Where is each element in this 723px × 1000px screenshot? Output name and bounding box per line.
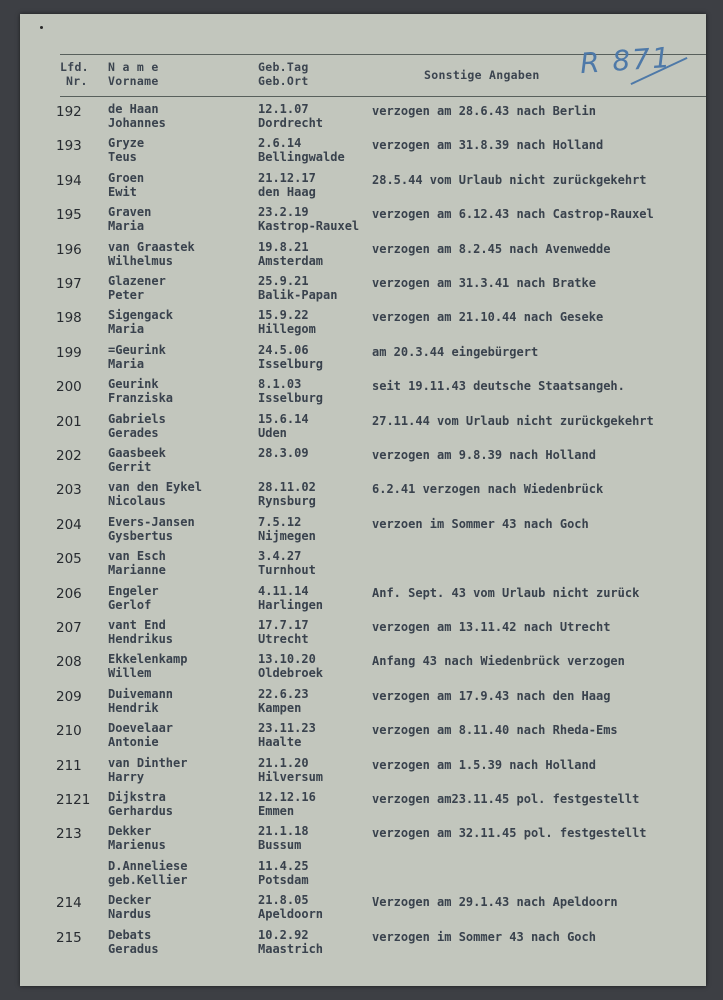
- entry-surname: D.Anneliese: [108, 858, 188, 873]
- entry-number: 206: [56, 585, 82, 602]
- entry-birth-place: Bellingwalde: [258, 150, 345, 165]
- entry-remark: verzogen am 1.5.39 nach Holland: [372, 757, 596, 772]
- entry-given-name: Nardus: [108, 907, 152, 922]
- entry-birth-place: Hillegom: [258, 322, 316, 337]
- entry-given-name: Marienus: [108, 838, 166, 853]
- entry-remark: Anf. Sept. 43 vom Urlaub nicht zurück: [372, 585, 640, 600]
- entry-birth-date: 28.11.02: [258, 480, 316, 495]
- entry-number: 214: [56, 895, 82, 912]
- entry-given-name: Maria: [108, 322, 145, 337]
- entry-given-name: Wilhelmus: [108, 253, 174, 268]
- entry-given-name: Teus: [108, 150, 137, 165]
- entry-number: 202: [56, 448, 82, 464]
- entry-birth-place: Isselburg: [258, 391, 324, 406]
- entry-birth-date: 24.5.06: [258, 342, 309, 357]
- entry-remark: verzogen am23.11.45 pol. festgestellt: [372, 792, 640, 806]
- entry-birth-date: 13.10.20: [258, 652, 316, 667]
- entry-birth-place: Oldebroek: [258, 666, 324, 681]
- header-birth-place-label: Geb.Ort: [258, 74, 309, 88]
- entry-number: 209: [56, 688, 82, 705]
- entry-given-name: Willem: [108, 666, 152, 681]
- table-row: [20, 756, 706, 790]
- entry-remark: verzogen am 6.12.43 nach Castrop-Rauxel: [372, 207, 654, 222]
- entry-given-name: Hendrik: [108, 700, 159, 715]
- entry-surname: de Haan: [108, 102, 159, 116]
- entry-birth-date: 12.12.16: [258, 790, 316, 804]
- entry-birth-place: Kastrop-Rauxel: [258, 219, 360, 234]
- table-row: [20, 893, 706, 927]
- entry-birth-date: 8.1.03: [258, 377, 302, 392]
- entry-surname: van Dinther: [108, 755, 188, 770]
- table-row: [20, 480, 706, 514]
- table-row: [20, 790, 706, 824]
- entry-surname: Groen: [108, 170, 145, 185]
- entry-birth-place: Haalte: [258, 735, 302, 750]
- entry-birth-date: 22.6.23: [258, 686, 309, 701]
- table-row: [20, 274, 706, 308]
- entry-birth-place: Kampen: [258, 700, 302, 715]
- entry-number: 2121: [56, 792, 91, 808]
- entry-number: 203: [56, 482, 82, 499]
- entry-number: 199: [56, 344, 82, 361]
- entry-surname: Evers-Jansen: [108, 514, 195, 529]
- table-row: [20, 824, 706, 858]
- entry-birth-date: 19.8.21: [258, 239, 309, 254]
- entry-given-name: Johannes: [108, 116, 166, 130]
- entry-surname: van Graastek: [108, 239, 195, 254]
- entry-birth-place: Isselburg: [258, 356, 324, 371]
- entry-number: 201: [56, 413, 82, 430]
- entry-birth-date: 28.3.09: [258, 446, 309, 460]
- entry-birth-date: 21.12.17: [258, 170, 316, 185]
- entry-birth-place: Dordrecht: [258, 116, 324, 130]
- entry-birth-place: Balik-Papan: [258, 288, 338, 302]
- entry-number: 193: [56, 138, 82, 155]
- entry-surname: Dekker: [108, 824, 152, 839]
- entry-birth-place: Apeldoorn: [258, 907, 324, 922]
- table-row: [20, 102, 706, 136]
- entry-given-name: Gerhardus: [108, 804, 174, 818]
- entry-given-name: geb.Kellier: [108, 872, 188, 887]
- entry-number: 213: [56, 826, 82, 843]
- entry-given-name: Gerrit: [108, 460, 152, 474]
- entry-surname: Debats: [108, 927, 152, 942]
- entry-birth-date: 15.6.14: [258, 411, 309, 426]
- entry-given-name: Gysbertus: [108, 528, 174, 543]
- header-birth-date-label: Geb.Tag: [258, 60, 309, 74]
- table-row: [20, 687, 706, 721]
- entry-birth-place: Maastrich: [258, 941, 324, 956]
- entry-remark: verzogen am 31.3.41 nach Bratke: [372, 276, 596, 290]
- entry-number: 198: [56, 310, 82, 327]
- entry-number: 204: [56, 516, 82, 533]
- entry-remark: Anfang 43 nach Wiedenbrück verzogen: [372, 654, 625, 669]
- entry-birth-place: Harlingen: [258, 597, 324, 612]
- entry-remark: verzogen am 31.8.39 nach Holland: [372, 138, 604, 153]
- entry-number: 210: [56, 723, 82, 740]
- entry-remark: am 20.3.44 eingebürgert: [372, 344, 539, 359]
- entry-surname: Graven: [108, 205, 152, 220]
- entry-surname: Geurink: [108, 377, 159, 392]
- table-row: [20, 446, 706, 480]
- entry-birth-place: Rynsburg: [258, 494, 316, 509]
- table-row: [20, 240, 706, 274]
- entry-remark: verzogen am 8.11.40 nach Rheda-Ems: [372, 723, 618, 738]
- entry-number: 205: [56, 551, 82, 568]
- table-row: [20, 928, 706, 962]
- entry-birth-date: 23.11.23: [258, 721, 316, 736]
- entry-number: 196: [56, 241, 82, 258]
- entry-surname: Duivemann: [108, 686, 174, 701]
- entry-birth-date: 21.8.05: [258, 893, 309, 908]
- entry-surname: Decker: [108, 893, 152, 908]
- entry-birth-date: 25.9.21: [258, 274, 309, 288]
- entry-birth-date: 11.4.25: [258, 858, 309, 873]
- entry-surname: van Esch: [108, 549, 166, 564]
- entry-number: 192: [56, 104, 82, 120]
- entry-surname: Sigengack: [108, 308, 174, 323]
- entry-remark: verzogen am 28.6.43 nach Berlin: [372, 104, 596, 118]
- table-row: [20, 308, 706, 342]
- table-row: [20, 377, 706, 411]
- entry-birth-date: 3.4.27: [258, 549, 302, 564]
- entry-remark: 6.2.41 verzogen nach Wiedenbrück: [372, 482, 604, 497]
- header-given-name-label: Vorname: [108, 74, 159, 88]
- entry-given-name: Antonie: [108, 735, 159, 750]
- register-page: [20, 14, 706, 986]
- table-row: [20, 171, 706, 205]
- entry-birth-date: 15.9.22: [258, 308, 309, 323]
- entry-birth-date: 23.2.19: [258, 205, 309, 220]
- table-row: [20, 859, 706, 893]
- table-row: [20, 652, 706, 686]
- entry-remark: verzogen am 8.2.45 nach Avenwedde: [372, 241, 611, 256]
- entry-birth-date: 7.5.12: [258, 514, 302, 529]
- entry-surname: Gaasbeek: [108, 446, 166, 460]
- entry-remark: verzogen am 21.10.44 nach Geseke: [372, 310, 604, 325]
- entry-given-name: Nicolaus: [108, 494, 166, 509]
- entry-remark: seit 19.11.43 deutsche Staatsangeh.: [372, 379, 625, 394]
- header-notes-label: Sonstige Angaben: [424, 68, 540, 82]
- table-row: [20, 618, 706, 652]
- entry-remark: verzogen am 17.9.43 nach den Haag: [372, 688, 611, 703]
- entry-number: 207: [56, 620, 82, 636]
- entry-number: 195: [56, 207, 82, 224]
- entry-birth-date: 17.7.17: [258, 618, 309, 632]
- entry-surname: Glazener: [108, 274, 166, 288]
- table-row: [20, 515, 706, 549]
- entry-birth-place: Turnhout: [258, 563, 316, 578]
- header-bottom-rule: [60, 96, 706, 97]
- entry-birth-place: Potsdam: [258, 872, 309, 887]
- entry-number: 197: [56, 276, 82, 292]
- entry-given-name: Maria: [108, 356, 145, 371]
- page-speck: [40, 26, 43, 29]
- entry-birth-place: Bussum: [258, 838, 302, 853]
- entry-given-name: Maria: [108, 219, 145, 234]
- entry-surname: Gabriels: [108, 411, 166, 426]
- entry-number: 194: [56, 172, 82, 189]
- entry-surname: =Geurink: [108, 342, 166, 357]
- entry-birth-date: 12.1.07: [258, 102, 309, 116]
- entry-given-name: Marianne: [108, 563, 166, 578]
- entry-remark: Verzogen am 29.1.43 nach Apeldoorn: [372, 895, 618, 910]
- entry-remark: 27.11.44 vom Urlaub nicht zurückgekehrt: [372, 413, 654, 428]
- entry-remark: verzoen im Sommer 43 nach Goch: [372, 516, 589, 531]
- entry-surname: Dijkstra: [108, 790, 166, 804]
- entry-number: 208: [56, 654, 82, 671]
- entry-birth-place: Nijmegen: [258, 528, 316, 543]
- entry-surname: vant End: [108, 618, 166, 632]
- entry-given-name: Gerlof: [108, 597, 152, 612]
- table-row: [20, 412, 706, 446]
- entry-given-name: Geradus: [108, 941, 159, 956]
- table-row: [20, 549, 706, 583]
- table-row: [20, 205, 706, 239]
- table-row: [20, 721, 706, 755]
- entry-surname: Gryze: [108, 136, 145, 151]
- entry-birth-place: Uden: [258, 425, 287, 440]
- entry-birth-date: 21.1.18: [258, 824, 309, 839]
- header-surname-label: N a m e: [108, 60, 159, 74]
- entry-birth-date: 21.1.20: [258, 755, 309, 770]
- entry-surname: Engeler: [108, 583, 159, 598]
- table-row: [20, 343, 706, 377]
- entry-surname: Ekkelenkamp: [108, 652, 188, 667]
- entry-given-name: Hendrikus: [108, 632, 174, 646]
- entry-surname: van den Eykel: [108, 480, 202, 495]
- entry-number: 200: [56, 379, 82, 396]
- entry-birth-place: Emmen: [258, 804, 295, 818]
- entry-birth-date: 4.11.14: [258, 583, 309, 598]
- entry-birth-place: Hilversum: [258, 769, 324, 784]
- header-no-sub-label: Nr.: [66, 74, 88, 88]
- entry-remark: verzogen im Sommer 43 nach Goch: [372, 929, 596, 944]
- entry-number: 211: [56, 757, 82, 774]
- table-row: [20, 136, 706, 170]
- entry-remark: verzogen am 13.11.42 nach Utrecht: [372, 620, 611, 634]
- entry-given-name: Harry: [108, 769, 145, 784]
- archive-reference-note: R 871: [578, 40, 673, 81]
- entry-given-name: Gerades: [108, 425, 159, 440]
- entry-given-name: Peter: [108, 288, 145, 302]
- entry-birth-place: Amsterdam: [258, 253, 324, 268]
- entry-birth-place: den Haag: [258, 184, 316, 199]
- entry-given-name: Ewit: [108, 184, 137, 199]
- entry-given-name: Franziska: [108, 391, 174, 406]
- entry-birth-place: Utrecht: [258, 632, 309, 646]
- entry-remark: 28.5.44 vom Urlaub nicht zurückgekehrt: [372, 172, 647, 187]
- header-no-label: Lfd.: [60, 60, 89, 74]
- entry-number: 215: [56, 929, 82, 946]
- entry-birth-date: 10.2.92: [258, 927, 309, 942]
- entry-remark: verzogen am 9.8.39 nach Holland: [372, 448, 596, 462]
- entry-surname: Doevelaar: [108, 721, 174, 736]
- table-row: [20, 584, 706, 618]
- entry-birth-date: 2.6.14: [258, 136, 302, 151]
- entry-remark: verzogen am 32.11.45 pol. festgestellt: [372, 826, 647, 841]
